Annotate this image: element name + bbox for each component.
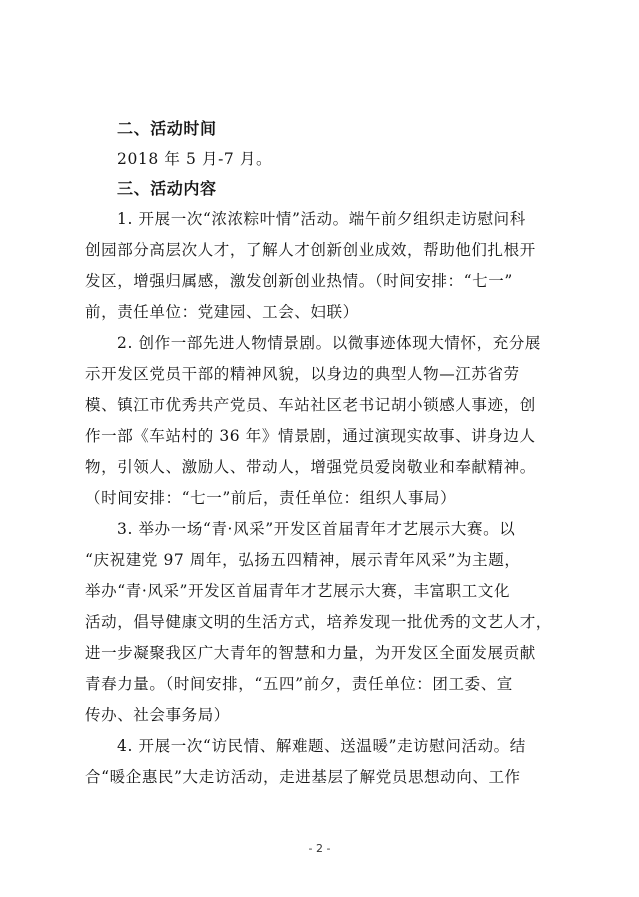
time-value: 2018 年 5 月-7 月。	[117, 150, 273, 168]
paragraph-line: 作一部《车站村的 36 年》情景剧，通过演现实故事、讲身边人	[85, 427, 536, 445]
paragraph-line: 青春力量。（时间安排，“五四”前夕，责任单位：团工委、宣	[85, 675, 513, 693]
paragraph-line: 4. 开展一次“访民情、解难题、送温暖”走访慰问活动。结	[117, 737, 526, 755]
paragraph-line: 前，责任单位：党建园、工会、妇联）	[85, 303, 359, 321]
paragraph-line: 1. 开展一次“浓浓粽叶情”活动。端午前夕组织走访慰问科	[117, 210, 526, 228]
paragraph-line: （时间安排：“七一”前后，责任单位：组织人事局）	[85, 489, 457, 507]
paragraph-line: 举办“青·风采”开发区首届青年才艺展示大赛，丰富职工文化	[85, 582, 511, 600]
paragraph-line: 活动，倡导健康文明的生活方式，培养发现一批优秀的文艺人才，	[85, 613, 552, 631]
paragraph-line: 物，引领人、激励人、带动人，增强党员爱岗敬业和奉献精神。	[85, 458, 536, 476]
paragraph-line: 进一步凝聚我区广大青年的智慧和力量，为开发区全面发展贡献	[85, 644, 536, 662]
paragraph-line: 传办、社会事务局）	[85, 706, 230, 724]
paragraph-line: 2. 创作一部先进人物情景剧。以微事迹体现大情怀，充分展	[117, 334, 542, 352]
paragraph-line: 创园部分高层次人才，了解人才创新创业成效，帮助他们扎根开	[85, 241, 536, 259]
paragraph-line: 示开发区党员干部的精神风貌，以身边的典型人物—江苏省劳	[85, 365, 520, 383]
page-number: - 2 -	[308, 842, 331, 855]
paragraph-line: 3. 举办一场“青·风采”开发区首届青年才艺展示大赛。以	[117, 520, 516, 538]
paragraph-line: “庆祝建党 97 周年，弘扬五四精神，展示青年风采”为主题，	[85, 551, 521, 569]
paragraph-line: 合“暖企惠民”大走访活动，走进基层了解党员思想动向、工作	[85, 768, 521, 786]
paragraph-line: 发区，增强归属感，激发创新创业热情。（时间安排：“七一”	[85, 272, 513, 290]
paragraph-line: 模、镇江市优秀共产党员、车站社区老书记胡小锁感人事迹，创	[85, 396, 536, 414]
section-heading-time: 二、活动时间	[117, 119, 217, 138]
section-heading-content: 三、活动内容	[117, 179, 217, 198]
